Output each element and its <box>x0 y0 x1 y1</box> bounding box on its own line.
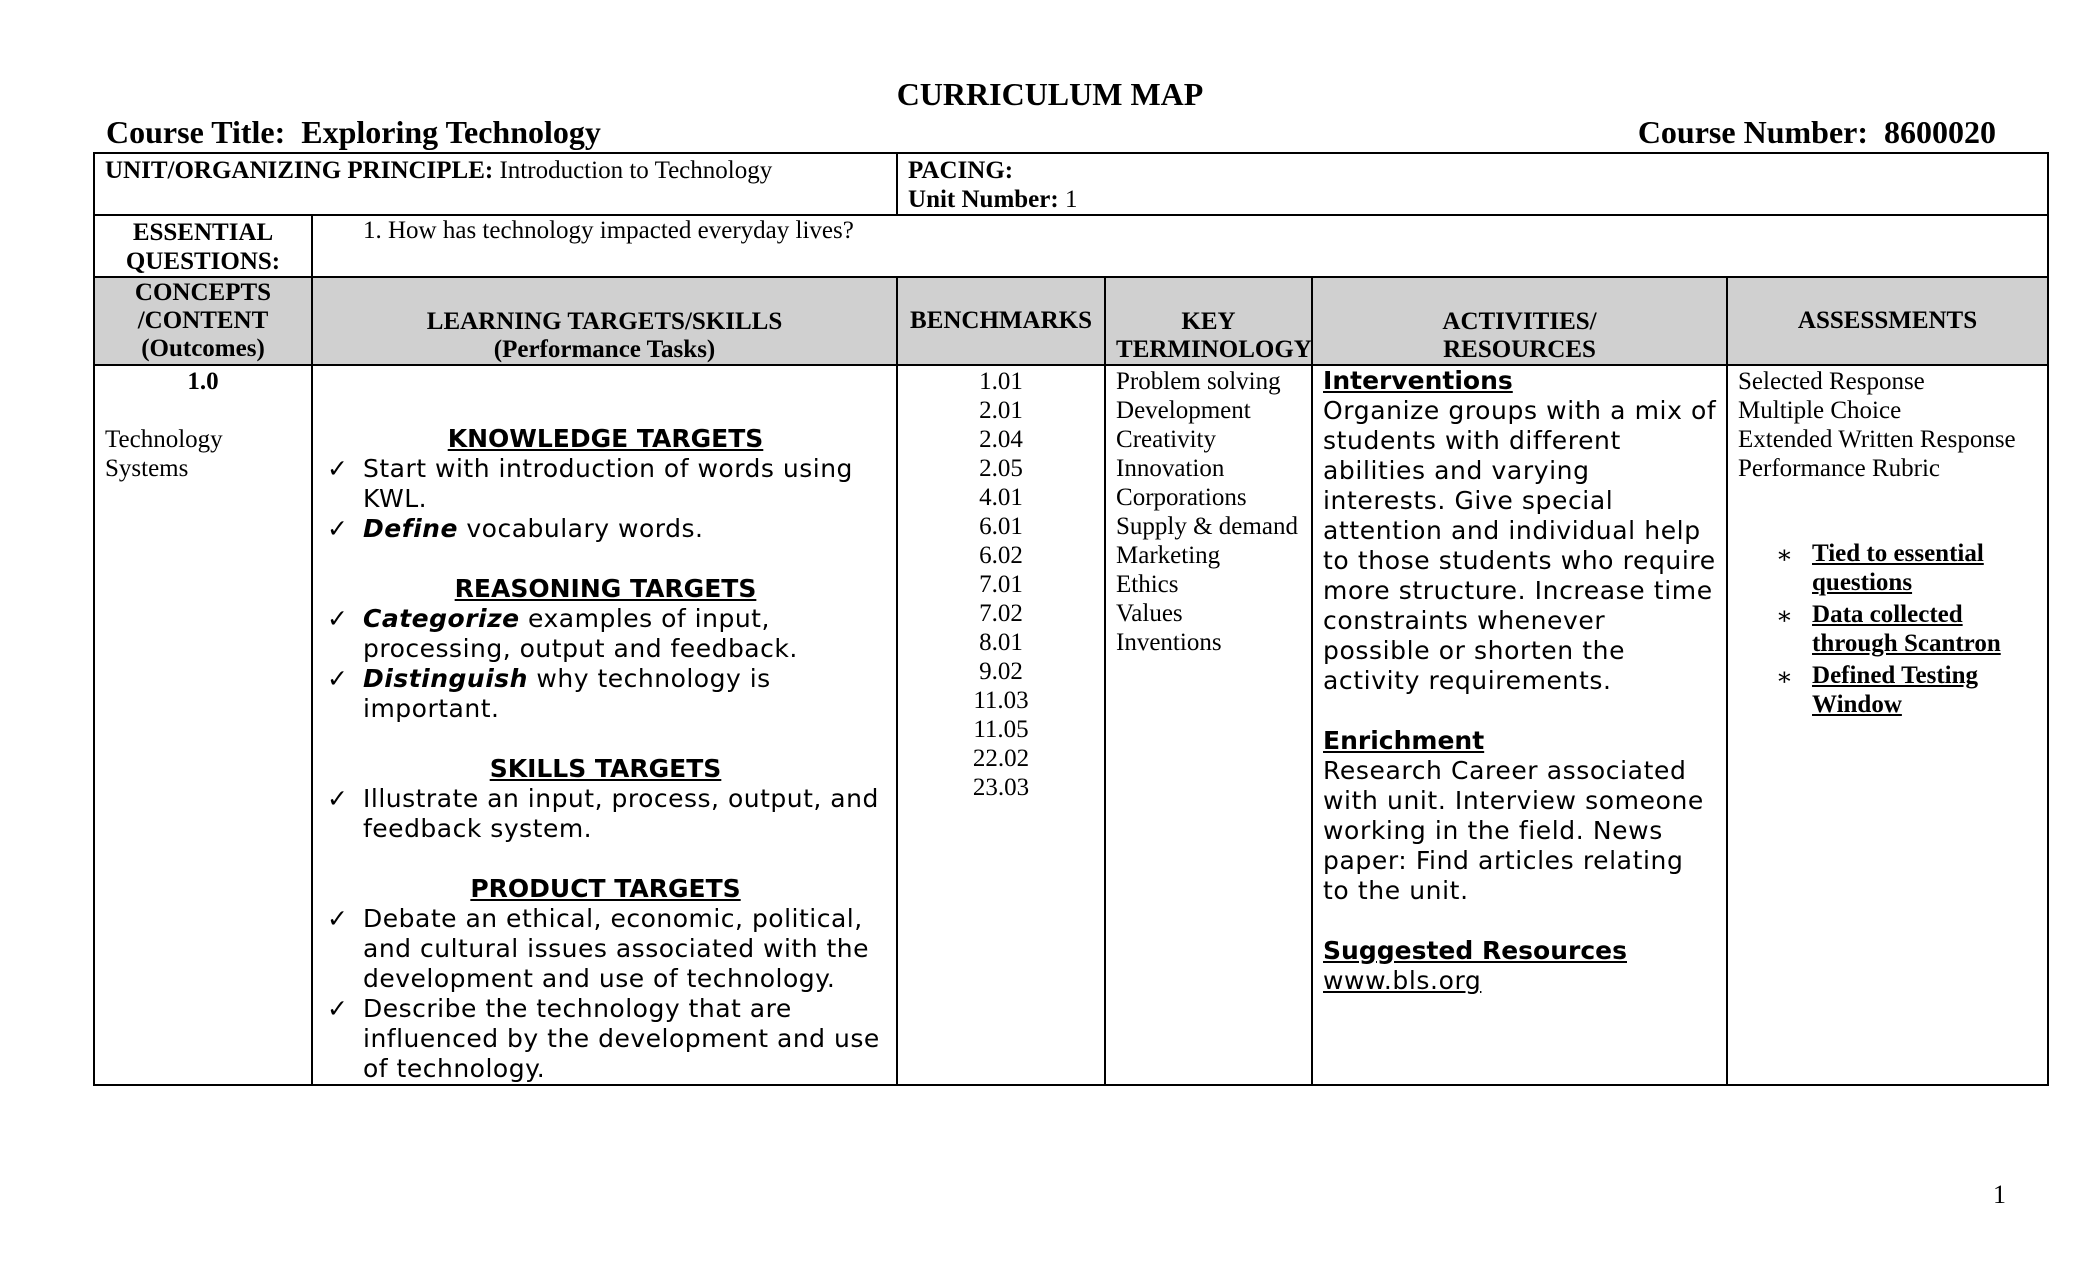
benchmark-item: 6.01 <box>979 513 1023 540</box>
unit-number <box>908 185 2037 214</box>
benchmark-item: 8.01 <box>979 629 1023 656</box>
essential-question-cell <box>312 215 2048 277</box>
checkmark-icon: ✓ <box>327 664 349 693</box>
unit-principle-cell <box>94 153 897 215</box>
pacing-label: PACING: <box>908 157 1014 184</box>
reasoning-targets-list <box>323 604 888 724</box>
unit-number-label: Unit Number: <box>908 186 1059 213</box>
term-item: Creativity <box>1116 426 1216 453</box>
curriculum-map-table <box>93 152 2049 1086</box>
course-number-label: Course Number: <box>1637 114 1868 150</box>
target-text: why technology is important. <box>363 664 771 723</box>
benchmark-item: 2.01 <box>979 397 1023 424</box>
target-verb: Distinguish <box>363 664 528 693</box>
essential-question: 1. How has technology impacted everyday lives? <box>363 217 854 244</box>
term-item: Innovation <box>1116 455 1225 482</box>
list-item <box>323 604 888 664</box>
resource-link[interactable]: www.bls.org <box>1323 966 1482 995</box>
target-text: examples of input, processing, output and feedback. <box>363 604 798 663</box>
header-activities-line2: RESOURCES <box>1443 336 1596 363</box>
header-targets-line1: LEARNING TARGETS/SKILLS <box>426 308 783 335</box>
reasoning-targets-heading: REASONING TARGETS <box>454 574 757 603</box>
list-item <box>323 994 888 1084</box>
term-item: Corporations <box>1116 484 1247 511</box>
target-text: vocabulary words. <box>457 514 704 543</box>
checkmark-icon: ✓ <box>327 514 349 543</box>
concept-number: 1.0 <box>187 368 219 395</box>
target-text: Debate an ethical, economic, political, and cultural issues associated with the development and use of technology. <box>363 904 870 993</box>
benchmark-item: 2.04 <box>979 426 1023 453</box>
assessment-note: Tied to essential questions <box>1812 540 1984 596</box>
assessment-type: Multiple Choice <box>1738 397 1902 424</box>
course-number <box>1638 114 1996 151</box>
checkmark-icon: ✓ <box>327 784 349 813</box>
terminology-cell <box>1105 365 1312 1085</box>
unit-content-row <box>94 365 2048 1085</box>
page-number: 1 <box>1993 1180 2006 1209</box>
interventions-heading: Interventions <box>1323 366 1513 395</box>
list-item <box>1738 600 2037 658</box>
skills-targets-heading: SKILLS TARGETS <box>489 754 722 783</box>
asterisk-icon: ∗ <box>1776 542 1794 569</box>
list-item <box>1738 539 2037 597</box>
term-item: Development <box>1116 397 1251 424</box>
header-learning-targets <box>312 277 897 365</box>
essential-label-line1: ESSENTIAL <box>132 219 274 246</box>
header-targets-line2: (Performance Tasks) <box>493 336 716 363</box>
target-verb: Categorize <box>363 604 520 633</box>
course-number-value: 8600020 <box>1884 114 1996 150</box>
list-item <box>323 454 888 514</box>
benchmark-item: 9.02 <box>979 658 1023 685</box>
unit-row <box>94 153 2048 215</box>
course-title-value: Exploring Technology <box>301 114 601 150</box>
concept-topic-line2: Systems <box>105 455 189 482</box>
benchmarks-cell <box>897 365 1105 1085</box>
target-text: Illustrate an input, process, output, and feedback system. <box>363 784 879 843</box>
checkmark-icon: ✓ <box>327 454 349 483</box>
essential-questions-row <box>94 215 2048 277</box>
list-item <box>323 664 888 724</box>
header-assessments-line1: ASSESSMENTS <box>1797 307 1978 334</box>
course-title <box>106 114 601 151</box>
header-key-terminology <box>1105 277 1312 365</box>
header-assessments <box>1727 277 2048 365</box>
term-item: Supply & demand <box>1116 513 1298 540</box>
asterisk-icon: ∗ <box>1776 664 1794 691</box>
product-targets-heading: PRODUCT TARGETS <box>470 874 741 903</box>
assessment-notes-list <box>1738 539 2037 719</box>
term-item: Inventions <box>1116 629 1222 656</box>
product-targets-list <box>323 904 888 1084</box>
header-concepts-line2: /CONTENT <box>137 307 269 334</box>
header-concepts-line3: (Outcomes) <box>141 335 265 362</box>
benchmark-item: 23.03 <box>972 774 1030 801</box>
checkmark-icon: ✓ <box>327 994 349 1023</box>
header-activities <box>1312 277 1727 365</box>
assessment-type: Extended Written Response <box>1738 426 2016 453</box>
concepts-cell <box>94 365 312 1085</box>
list-item <box>1738 661 2037 719</box>
essential-questions-label <box>94 215 312 277</box>
knowledge-targets-heading: KNOWLEDGE TARGETS <box>447 424 764 453</box>
knowledge-targets-list <box>323 454 888 544</box>
target-text: Describe the technology that are influenced by the development and use of technology. <box>363 994 880 1083</box>
column-header-row <box>94 277 2048 365</box>
list-item <box>323 514 888 544</box>
header-benchmarks <box>897 277 1105 365</box>
list-item <box>323 904 888 994</box>
concept-topic-line1: Technology <box>105 426 223 453</box>
benchmark-item: 6.02 <box>979 542 1023 569</box>
benchmark-item: 7.02 <box>979 600 1023 627</box>
checkmark-icon: ✓ <box>327 604 349 633</box>
header-concepts <box>94 277 312 365</box>
assessment-note: Data collected through Scantron <box>1812 601 2001 657</box>
term-item: Ethics <box>1116 571 1179 598</box>
header-concepts-line1: CONCEPTS <box>134 279 272 306</box>
header-activities-line1: ACTIVITIES/ <box>1442 308 1597 335</box>
suggested-resources-heading: Suggested Resources <box>1323 936 1627 965</box>
target-text: Start with introduction of words using KWL. <box>363 454 853 513</box>
benchmark-item: 4.01 <box>979 484 1023 511</box>
term-item: Problem solving <box>1116 368 1281 395</box>
term-item: Marketing <box>1116 542 1221 569</box>
target-verb: Define <box>363 514 458 543</box>
unit-principle-label: UNIT/ORGANIZING PRINCIPLE: <box>105 157 494 184</box>
benchmark-item: 11.03 <box>973 687 1029 714</box>
benchmark-item: 1.01 <box>979 368 1023 395</box>
pacing-cell <box>897 153 2048 215</box>
skills-targets-list <box>323 784 888 844</box>
enrichment-heading: Enrichment <box>1323 726 1485 755</box>
unit-principle-value: Introduction to Technology <box>499 157 773 184</box>
document-title: CURRICULUM MAP <box>896 76 1204 112</box>
course-title-label: Course Title: <box>106 114 286 150</box>
activities-cell <box>1312 365 1727 1085</box>
enrichment-text: Research Career associated with unit. Interview someone working in the field. News paper: Find articles relating to the unit. <box>1323 756 1704 905</box>
unit-number-value: 1 <box>1064 186 1078 213</box>
term-item: Values <box>1116 600 1183 627</box>
learning-targets-cell <box>312 365 897 1085</box>
benchmark-item: 2.05 <box>979 455 1023 482</box>
list-item <box>323 784 888 844</box>
assessment-note: Defined Testing Window <box>1812 662 1979 718</box>
interventions-text: Organize groups with a mix of students with different abilities and varying interests. Give special attention and individual help to those students who require more structure. Increase time constraints whenever possible or shorten the activity requirements. <box>1323 396 1717 695</box>
header-benchmarks-line1: BENCHMARKS <box>910 307 1092 334</box>
asterisk-icon: ∗ <box>1776 603 1794 630</box>
header-terminology-line1: KEY <box>1181 308 1236 335</box>
checkmark-icon: ✓ <box>327 904 349 933</box>
assessment-type: Selected Response <box>1738 368 1925 395</box>
header-terminology-line2: TERMINOLOGY <box>1116 336 1312 363</box>
essential-label-line2: QUESTIONS: <box>125 248 281 275</box>
assessment-type: Performance Rubric <box>1738 455 1941 482</box>
assessments-cell <box>1727 365 2048 1085</box>
benchmark-item: 11.05 <box>973 716 1029 743</box>
benchmark-item: 7.01 <box>979 571 1023 598</box>
benchmark-item: 22.02 <box>972 745 1030 772</box>
